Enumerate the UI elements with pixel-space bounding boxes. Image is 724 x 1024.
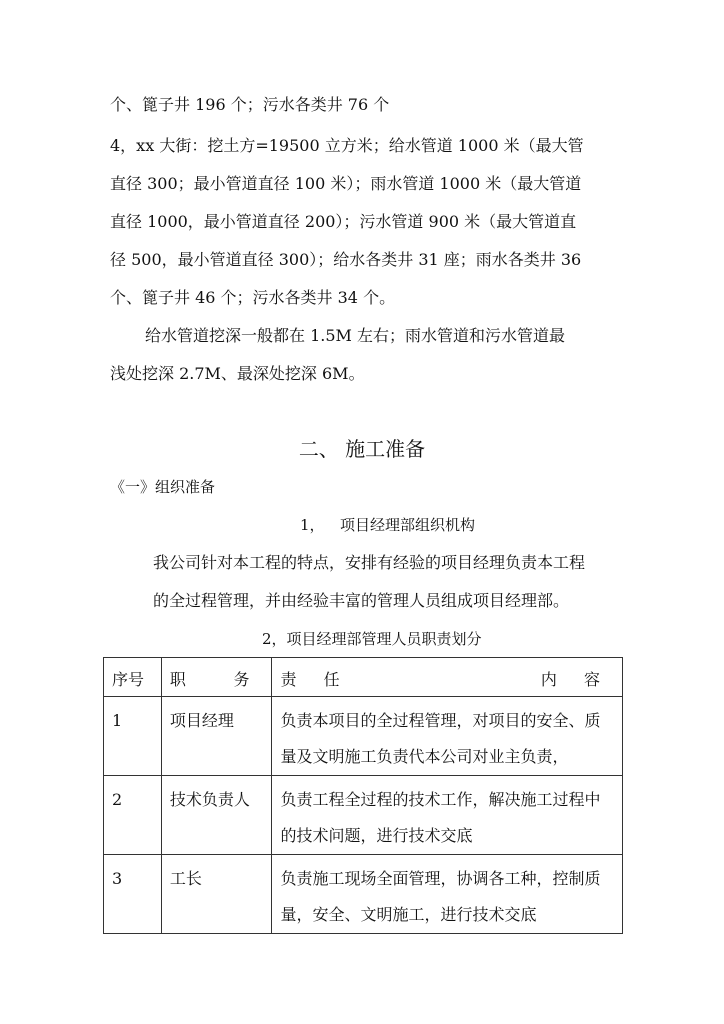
paragraph-street4-line: 4，xx 大街：挖土方=19500 立方米；给水管道 1000 米（最大管: [110, 136, 584, 155]
cell-no: 2: [104, 776, 162, 855]
paragraph-street4-line: 径 500，最小管道直径 300）；给水各类井 31 座；雨水各类井 36: [110, 250, 582, 269]
table-row: [104, 855, 623, 934]
item1-number: 1，: [300, 516, 325, 534]
item1-heading: [300, 515, 475, 535]
table-title: 2，项目经理部管理人员职责划分: [262, 630, 482, 648]
item1-title: 项目经理部组织机构: [340, 516, 476, 534]
header-role-char: 职: [169, 670, 186, 689]
table-row: [104, 776, 623, 855]
item1-text-line: 的全过程管理，并由经验丰富的管理人员组成项目经理部。: [153, 591, 570, 610]
header-cell-resp: [272, 658, 623, 697]
table-header-row: [104, 658, 623, 697]
duties-table: [103, 657, 623, 934]
cell-role: 项目经理: [161, 697, 272, 776]
paragraph-street4-line: 直径 300；最小管道直径 100 米）；雨水管道 1000 米（最大管道: [110, 174, 582, 193]
header-resp-char: 任: [323, 670, 340, 689]
paragraph-street4-line: 直径 1000，最小管道直径 200）；污水管道 900 米（最大管道直: [110, 212, 577, 231]
paragraph-continuation: 个、篦子井 196 个；污水各类井 76 个: [110, 95, 390, 114]
cell-role: 技术负责人: [161, 776, 272, 855]
header-resp-char: 责: [280, 670, 297, 689]
sub-heading: 《一》组织准备: [110, 478, 216, 496]
header-resp-char: 容: [583, 670, 600, 689]
section-title: 二、 施工准备: [298, 437, 426, 461]
item1-text-line: 我公司针对本工程的特点，安排有经验的项目经理负责本工程: [153, 553, 586, 572]
cell-no: 3: [104, 855, 162, 934]
paragraph-depth-line: 给水管道挖深一般都在 1.5M 左右；雨水管道和污水管道最: [145, 326, 566, 345]
cell-role: 工长: [161, 855, 272, 934]
cell-no: 1: [104, 697, 162, 776]
header-cell-role: [161, 658, 272, 697]
paragraph-depth-line: 浅处挖深 2.7M、最深处挖深 6M。: [110, 364, 365, 383]
cell-resp: 负责施工现场全面管理，协调各工种，控制质 量，安全、文明施工，进行技术交底: [272, 855, 623, 934]
header-role-char: 务: [233, 670, 250, 689]
cell-resp: 负责本项目的全过程管理，对项目的安全、质 量及文明施工负责代本公司对业主负责，: [272, 697, 623, 776]
table-row: [104, 697, 623, 776]
header-resp-char: 内: [540, 670, 557, 689]
cell-resp: 负责工程全过程的技术工作，解决施工过程中 的技术问题，进行技术交底: [272, 776, 623, 855]
paragraph-street4-line: 个、篦子井 46 个；污水各类井 34 个。: [110, 288, 396, 307]
header-cell-no: 序号: [104, 658, 162, 697]
